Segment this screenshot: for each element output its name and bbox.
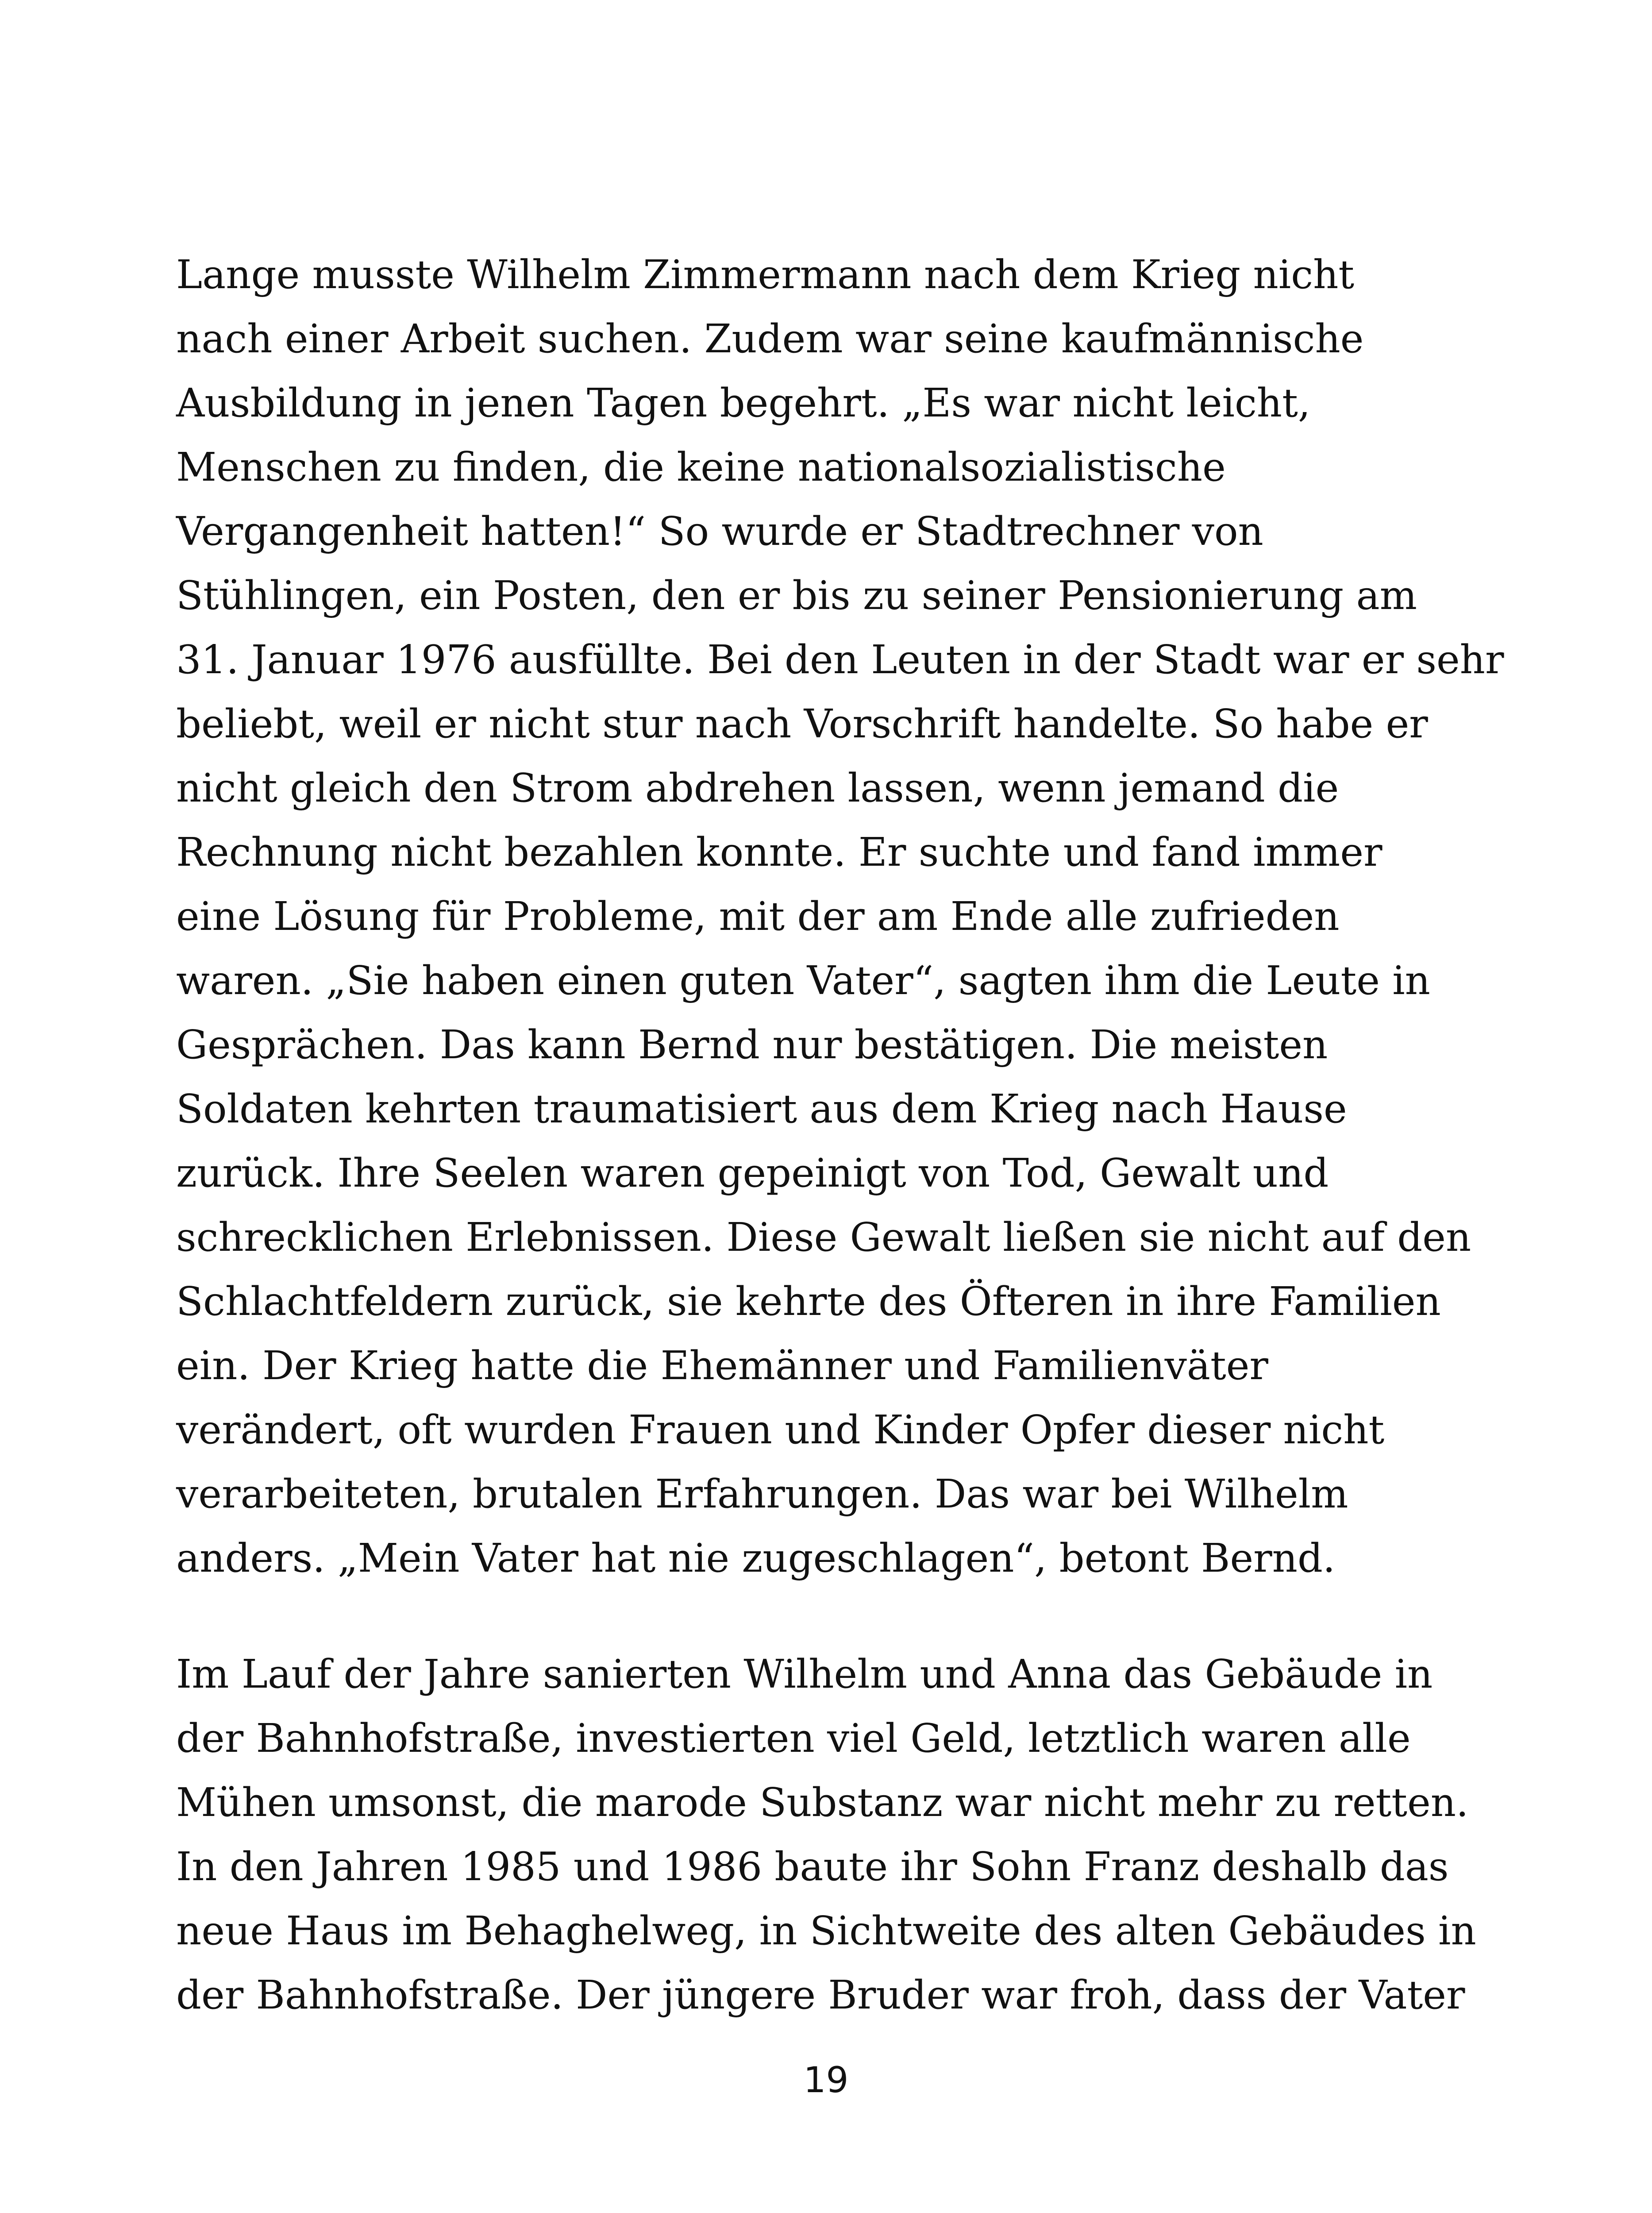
text-line: Ausbildung in jenen Tagen begehrt. „Es war nicht leicht,: [176, 380, 1311, 426]
text-line: Menschen zu finden, die keine nationalsozialistische: [176, 444, 1226, 490]
text-line: Stühlingen, ein Posten, den er bis zu seiner Pensionierung am: [176, 572, 1417, 618]
text-line: Lange musste Wilhelm Zimmermann nach dem Krieg nicht: [176, 251, 1355, 297]
text-line: Im Lauf der Jahre sanierten Wilhelm und Anna das Gebäude in: [176, 1651, 1433, 1697]
text-line: verändert, oft wurden Frauen und Kinder Opfer dieser nicht: [176, 1407, 1385, 1453]
text-line: Soldaten kehrten traumatisiert aus dem Krieg nach Hause: [176, 1086, 1347, 1132]
text-line: der Bahnhofstraße. Der jüngere Bruder war froh, dass der Vater: [176, 1972, 1465, 2018]
text-line: nicht gleich den Strom abdrehen lassen, wenn jemand die: [176, 765, 1339, 811]
text-line: Schlachtfeldern zurück, sie kehrte des Öfteren in ihre Familien: [176, 1278, 1441, 1324]
text-line: waren. „Sie haben einen guten Vater“, sagten ihm die Leute in: [176, 957, 1431, 1003]
page-number: 19: [803, 2059, 849, 2101]
text-line: In den Jahren 1985 und 1986 baute ihr Sohn Franz deshalb das: [176, 1843, 1449, 1889]
text-line: anders. „Mein Vater hat nie zugeschlagen“, betont Bernd.: [176, 1535, 1336, 1581]
text-line: Vergangenheit hatten!“ So wurde er Stadtrechner von: [176, 508, 1263, 554]
text-line: Mühen umsonst, die marode Substanz war nicht mehr zu retten.: [176, 1779, 1469, 1825]
paragraph-2: [176, 1642, 1476, 2027]
paragraph-1: [176, 243, 1504, 1590]
text-line: zurück. Ihre Seelen waren gepeinigt von Tod, Gewalt und: [176, 1150, 1329, 1196]
text-line: schrecklichen Erlebnissen. Diese Gewalt ließen sie nicht auf den: [176, 1214, 1471, 1260]
text-line: 31. Januar 1976 ausfüllte. Bei den Leuten in der Stadt war er sehr: [176, 636, 1504, 682]
text-line: ein. Der Krieg hatte die Ehemänner und Familienväter: [176, 1342, 1268, 1388]
text-line: neue Haus im Behaghelweg, in Sichtweite des alten Gebäudes in: [176, 1908, 1476, 1954]
text-line: eine Lösung für Probleme, mit der am Ende alle zufrieden: [176, 893, 1340, 939]
text-line: der Bahnhofstraße, investierten viel Geld, letztlich waren alle: [176, 1715, 1411, 1761]
text-line: verarbeiteten, brutalen Erfahrungen. Das war bei Wilhelm: [176, 1471, 1348, 1517]
text-line: nach einer Arbeit suchen. Zudem war seine kaufmännische: [176, 316, 1364, 362]
text-line: beliebt, weil er nicht stur nach Vorschrift handelte. So habe er: [176, 701, 1428, 747]
text-line: Rechnung nicht bezahlen konnte. Er suchte und fand immer: [176, 829, 1382, 875]
text-line: Gesprächen. Das kann Bernd nur bestätigen. Die meisten: [176, 1022, 1328, 1068]
